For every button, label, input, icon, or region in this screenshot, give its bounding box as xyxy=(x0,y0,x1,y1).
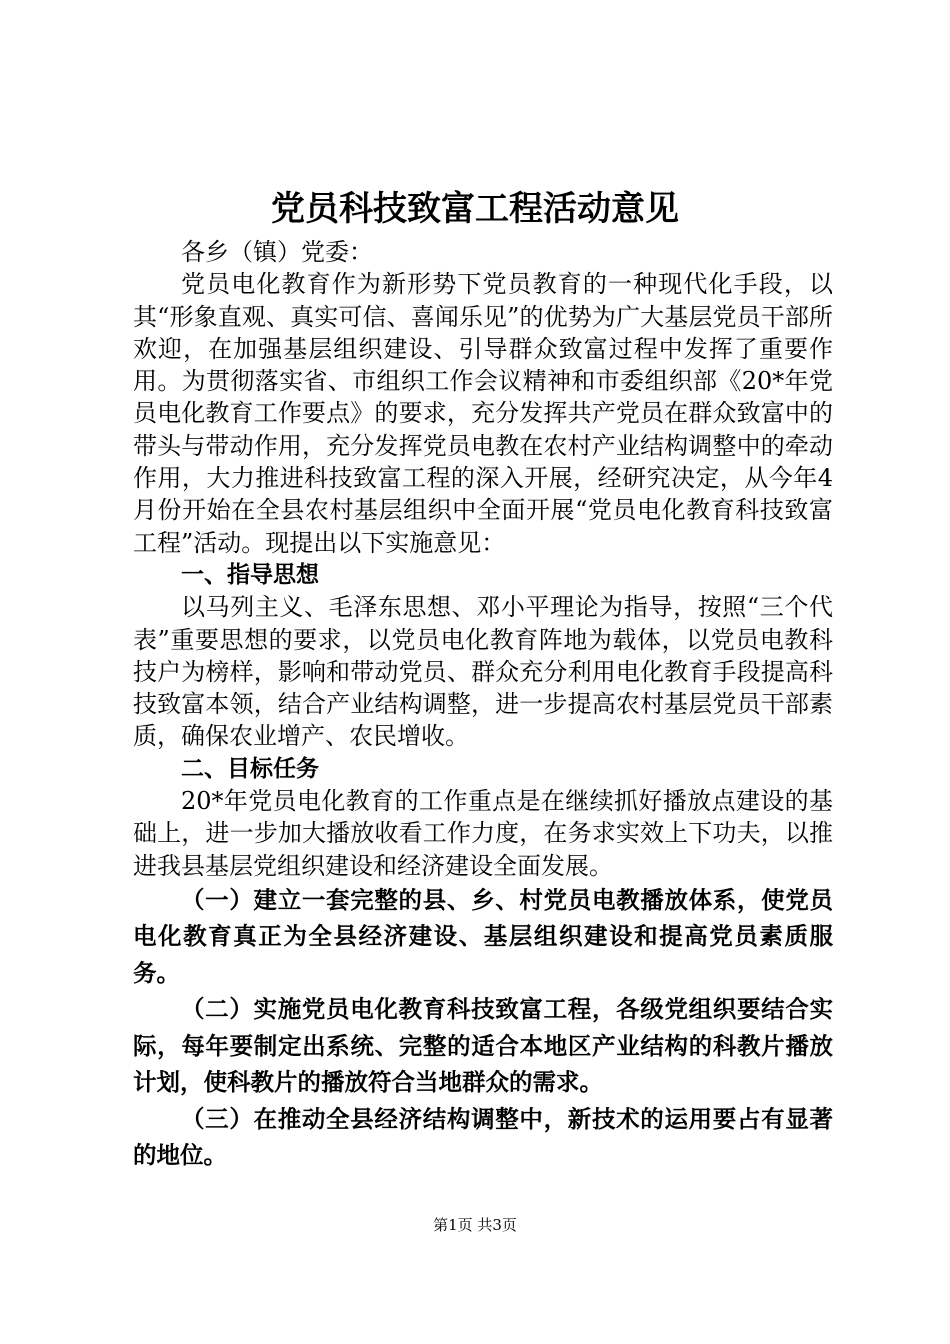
page-footer: 第1页 共3页 xyxy=(433,1216,517,1234)
intro-paragraph: 党员电化教育作为新形势下党员教育的一种现代化手段，以其“形象直观、真实可信、喜闻乐见”的优势为广大基层党员干部所欢迎，在加强基层组织建设、引导群众致富过程中发挥了重要作用。为贯彻落实省、市组织工作会议精神和市委组织部《20*年党员电化教育工作要点》的要求，充分发挥共产党员在群众致富中的带头与带动作用，充分发挥党员电教在农村产业结构调整中的牵动作用，大力推进科技致富工程的深入开展，经研究决定，从今年4月份开始在全县农村基层组织中全面开展“党员电化教育科技致富工程”活动。现提出以下实施意见： xyxy=(133,270,833,557)
guiding-ideology-paragraph: 以马列主义、毛泽东思想、邓小平理论为指导，按照“三个代表”重要思想的要求，以党员电化教育阵地为载体，以党员电教科技户为榜样，影响和带动党员、群众充分利用电化教育手段提高科技致富本领，结合产业结构调整，进一步提高农村基层党员干部素质，确保农业增产、农民增收。 xyxy=(133,593,833,751)
goals-tasks-paragraph: 20*年党员电化教育的工作重点是在继续抓好播放点建设的基础上，进一步加大播放收看工作力度，在务求实效上下功夫，以推进我县基层党组织建设和经济建设全面发展。 xyxy=(133,787,833,880)
task-item-1: （一）建立一套完整的县、乡、村党员电教播放体系，使党员电化教育真正为全县经济建设、基层组织建设和提高党员素质服务。 xyxy=(133,885,833,987)
section-heading-goals-tasks: 二、目标任务 xyxy=(181,755,319,782)
section-heading-guiding-ideology: 一、指导思想 xyxy=(181,561,319,588)
task-item-2: （二）实施党员电化教育科技致富工程，各级党组织要结合实际，每年要制定出系统、完整的适合本地区产业结构的科教片播放计划，使科教片的播放符合当地群众的需求。 xyxy=(133,995,833,1097)
document-title: 党员科技致富工程活动意见 xyxy=(271,189,679,229)
task-item-3: （三）在推动全县经济结构调整中，新技术的运用要占有显著的地位。 xyxy=(133,1104,833,1170)
salutation: 各乡（镇）党委： xyxy=(181,238,373,266)
document-body xyxy=(133,236,833,1174)
